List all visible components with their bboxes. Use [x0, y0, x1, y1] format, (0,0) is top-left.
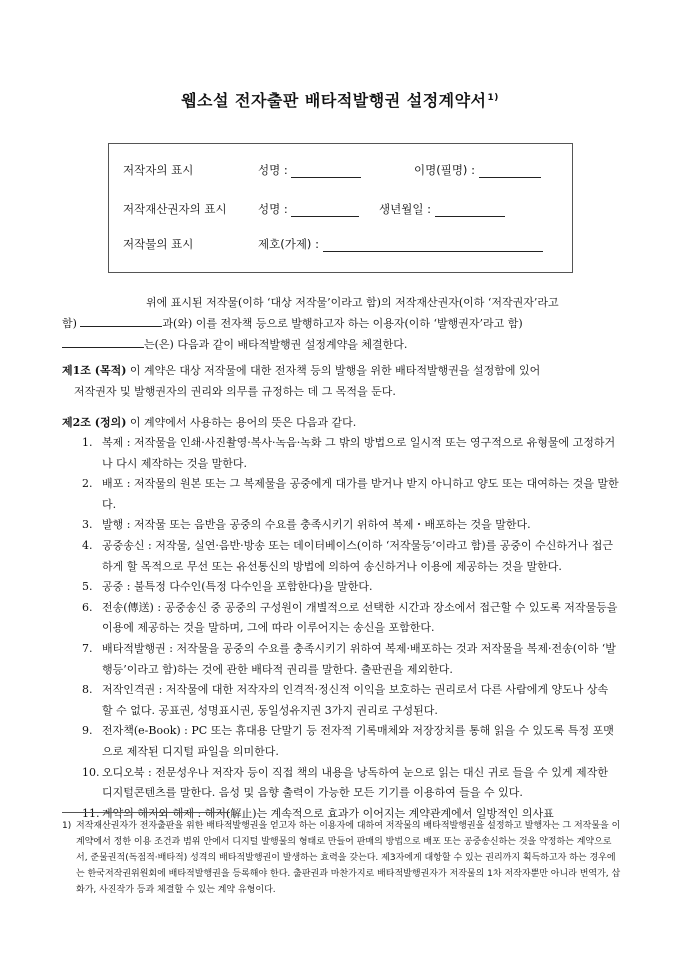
definition-text: 발행 : 저작물 또는 음반을 공중의 수요를 충족시키기 위하여 복제・배포하는 것을 말한다. — [102, 518, 531, 532]
footnote-mark: 1) — [62, 821, 72, 831]
author-name-blank[interactable] — [291, 166, 361, 178]
definition-item — [82, 639, 622, 680]
definition-item — [82, 763, 622, 804]
article-1-heading: 제1조 (목적) — [62, 364, 127, 377]
footnote-divider — [62, 812, 230, 813]
definition-text: 배타적발행권 : 저작물을 공중의 수요를 충족시키기 위하여 복제·배포하는 것과 저작물을 복제·전송(이하 ‘발행등’이라고 함)하는 것에 관한 배타적 권리를 말한다. 출판권을 제외한다. — [102, 641, 616, 676]
definition-number: 1. — [82, 436, 93, 449]
definitions-list — [82, 433, 622, 824]
author-name-inline-blank[interactable] — [80, 315, 162, 327]
article-1-text: 이 계약은 대상 저작물에 대한 전자책 등의 발행을 위한 배타적발행권을 설정함에 있어 — [126, 364, 541, 377]
work-title-blank[interactable] — [323, 240, 543, 252]
work-label: 저작물의 표시 — [123, 237, 194, 251]
work-title-field[interactable]: 제호(가제) : — [258, 236, 543, 252]
owner-label: 저작재산권자의 표시 — [123, 202, 227, 216]
author-name-field[interactable]: 성명 : — [258, 162, 361, 178]
title-footnote-ref[interactable]: 1) — [487, 92, 499, 103]
owner-birth-blank[interactable] — [435, 205, 505, 217]
definition-text: 복제 : 저작물을 인쇄·사진촬영·복사·녹음·녹화 그 밖의 방법으로 일시적 또는 영구적으로 유형물에 고정하거나 다시 제작하는 것을 말한다. — [102, 436, 616, 470]
definition-item — [82, 721, 622, 762]
definition-number: 8. — [82, 683, 93, 697]
footnote-text: 저작재산권자가 전자출판을 위한 배타적발행권을 얻고자 하는 이용자에 대하여 저작물의 배타적발행권을 설정하고 발행자는 그 저작물을 이 계약에서 정한 이용 조건과 범위 안에서 디지털 발행물의 형태로 만들어 판매의 방법으로 배포 또는 공중송신하는 것을 약정하는 계약으로서, 준물권적(독점적·배타적) 성격의 배타적발행권이 발생하는 효력을 갖는다. 제3자에게 대항할 수 있는 권리까지 획득하고자 하는 경우에는 한국저작권위원회에 배타적발행권을 등록해야 한다. 출판권과 마찬가지로 배타적발행권자가 저작물의 1차 저작자뿐만 아니라 번역가, 삽화가, 사진작가 등과 체결할 수 있는 계약 유형이다. — [76, 821, 621, 895]
definition-item — [82, 515, 622, 536]
definition-number: 7. — [82, 641, 93, 655]
definition-text: 계약의 해지와 해제 : 해지(解止)는 계속적으로 효과가 이어지는 계약관계에서 일방적인 의사표 — [102, 806, 554, 820]
owner-name-field[interactable]: 성명 : — [258, 201, 359, 217]
title-text: 웹소설 전자출판 배타적발행권 설정계약서 — [181, 91, 487, 110]
author-alias-field[interactable]: 이명(필명) : — [414, 162, 541, 178]
footnote — [62, 818, 622, 898]
definition-text: 오디오북 : 전문성우나 저작자 등이 직접 책의 내용을 낭독하여 눈으로 읽는 대신 귀로 들을 수 있게 제작한 디지털콘텐츠를 말한다. 음성 및 음향 출력이 가능한 모든 기기를 이용하여 들을 수 있다. — [102, 765, 608, 800]
article-1 — [62, 360, 627, 402]
definition-number: 11. — [82, 806, 100, 820]
owner-birth-field[interactable]: 생년월일 : — [379, 201, 505, 217]
owner-name-blank[interactable] — [291, 205, 359, 217]
definition-number: 9. — [82, 724, 93, 738]
article-2-heading: 제2조 (정의) — [62, 416, 127, 429]
definition-number: 3. — [82, 518, 93, 532]
definition-item — [82, 577, 622, 598]
definition-text: 배포 : 저작물의 원본 또는 그 복제물을 공중에게 대가를 받거나 받지 아니하고 양도 또는 대여하는 것을 말한다. — [102, 477, 619, 511]
info-box — [108, 143, 573, 273]
definition-number: 4. — [82, 538, 93, 552]
document-title — [0, 88, 680, 111]
definition-text: 공중송신 : 저작물, 실연·음반·방송 또는 데이터베이스(이하 ‘저작물등’이라고 함)를 공중이 수신하거나 접근하게 할 목적으로 무선 또는 유선통신의 방법에 의하여 송신하거나 이용에 제공하는 것을 말한다. — [102, 538, 614, 573]
definition-text: 공중 : 불특정 다수인(특정 다수인을 포함한다)을 말한다. — [102, 580, 373, 594]
article-2 — [62, 412, 627, 433]
article-2-text: 이 계약에서 사용하는 용어의 뜻은 다음과 같다. — [126, 416, 357, 429]
definition-text: 저작인격권 : 저작물에 대한 저작자의 인격적·정신적 이익을 보호하는 권리로서 다른 사람에게 양도나 상속 할 수 없다. 공표권, 성명표시권, 동일성유지권 3가지 권리로 구성된다. — [102, 683, 609, 717]
article-1-text-cont: 저작권자 및 발행권자의 권리와 의무를 규정하는 데 그 목적을 둔다. — [74, 385, 396, 398]
author-alias-blank[interactable] — [479, 166, 541, 178]
intro-line-2: 함) 과(와) 이를 전자책 등으로 발행하고자 하는 이용자(이하 ‘발행권자’라고 함) — [62, 317, 523, 330]
definition-item — [82, 474, 622, 515]
definition-number: 5. — [82, 580, 93, 594]
publisher-name-inline-blank[interactable] — [62, 336, 144, 348]
intro-line-3: 는(은) 다음과 같이 배타적발행권 설정계약을 체결한다. — [62, 334, 622, 355]
definition-number: 10. — [82, 765, 100, 779]
definition-text: 전자책(e-Book) : PC 또는 휴대용 단말기 등 전자적 기록매체와 저장장치를 통해 읽을 수 있도록 특정 포맷으로 제작된 디지털 파일을 의미한다. — [102, 724, 614, 758]
definition-text: 전송(傳送) : 공중송신 중 공중의 구성원이 개별적으로 선택한 시간과 장소에서 접근할 수 있도록 저작물등을 이용에 제공하는 것을 말하며, 그에 따라 이루어지는 송신을 포함한다. — [102, 600, 618, 635]
intro-paragraph — [62, 292, 622, 355]
author-label: 저작자의 표시 — [123, 163, 194, 177]
definition-number: 6. — [82, 600, 93, 614]
intro-line-1: 위에 표시된 저작물(이하 ‘대상 저작물’이라고 함)의 저작재산권자(이하 ‘저작권자’라고 — [146, 296, 559, 309]
definition-item — [82, 433, 622, 474]
definition-item — [82, 536, 622, 577]
definition-item — [82, 598, 622, 639]
definition-number: 2. — [82, 477, 93, 491]
definition-item — [82, 680, 622, 721]
